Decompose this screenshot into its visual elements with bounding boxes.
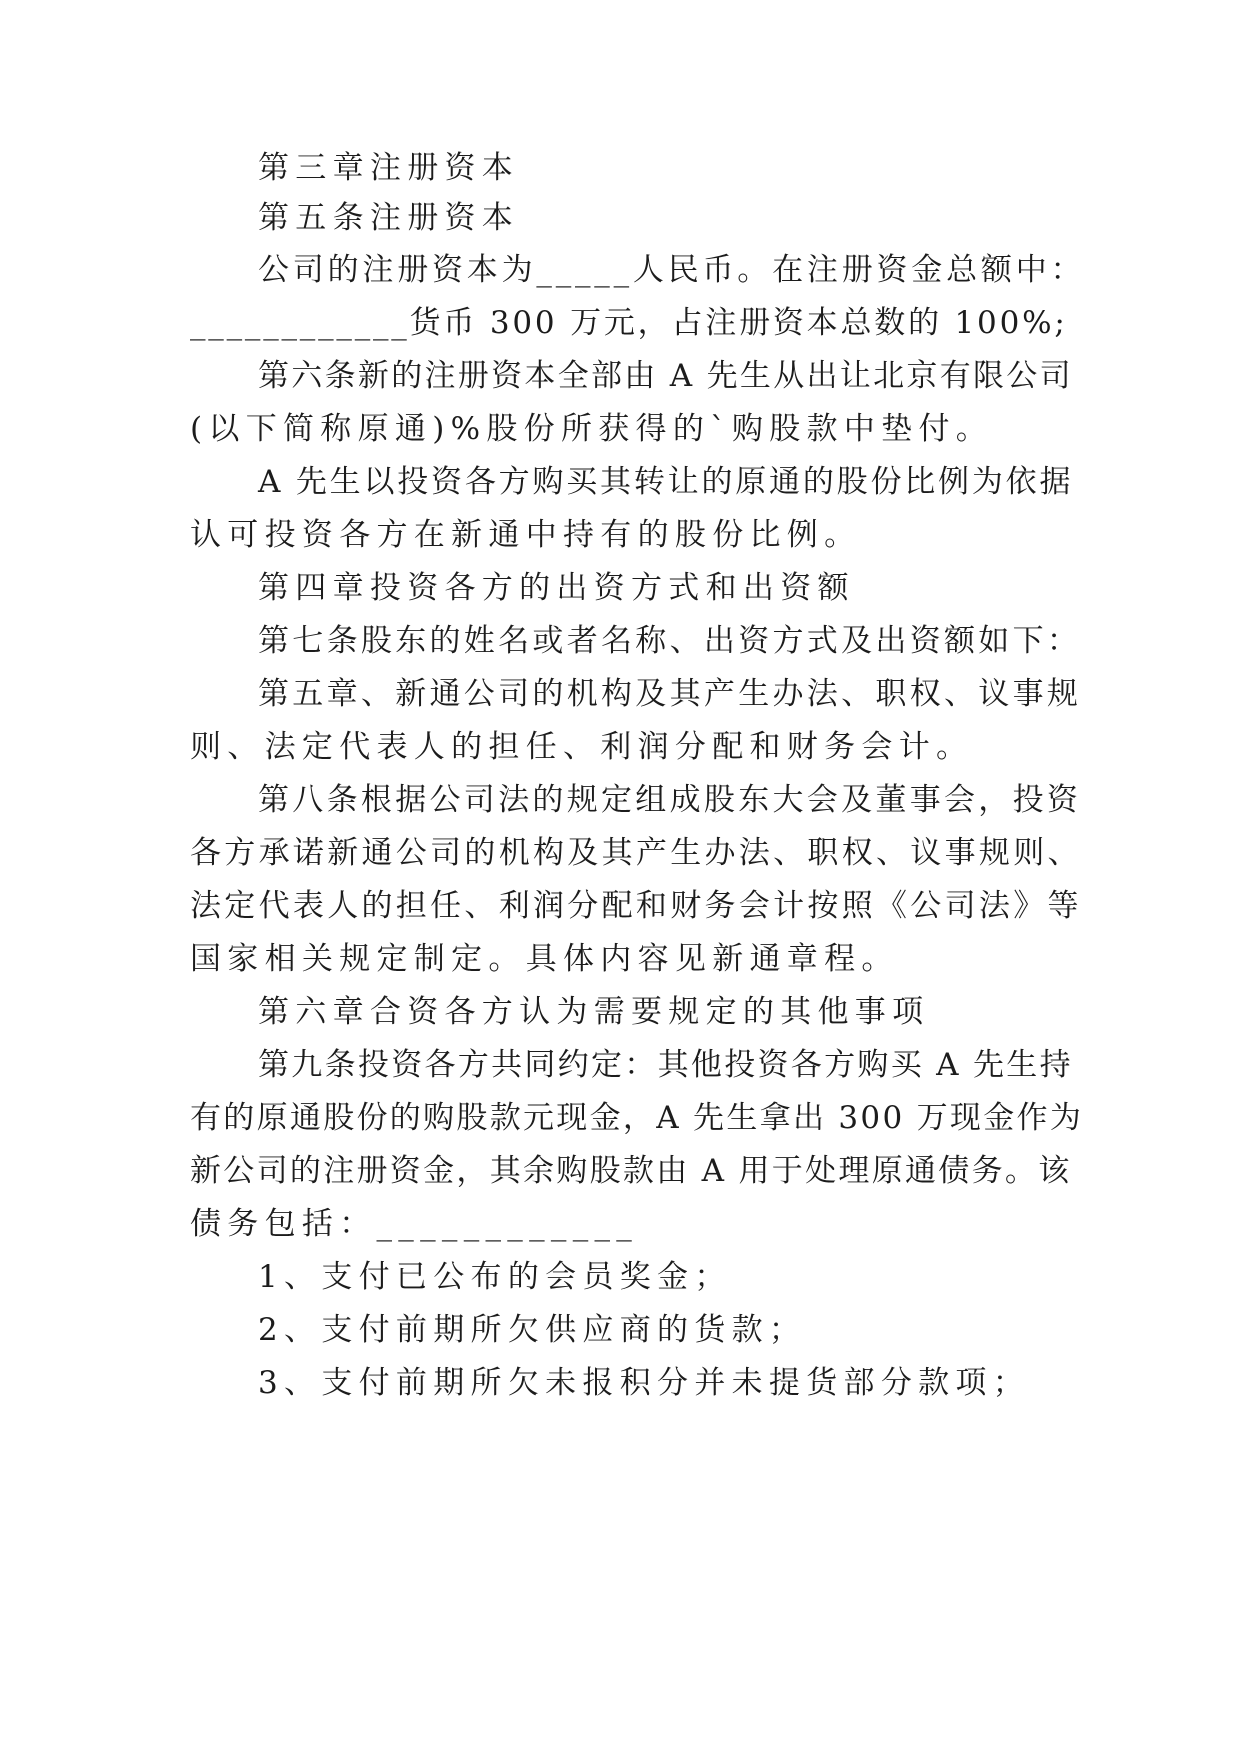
chapter-5-line-2: 则、法定代表人的担任、利润分配和财务会计。	[190, 729, 974, 765]
text-line-3: 公司的注册资本为_____人民币。在注册资金总额中：	[258, 252, 1086, 288]
article-8-line-3: 法定代表人的担任、利润分配和财务会计按照《公司法》等	[190, 888, 1082, 924]
text-line-8: 认可投资各方在新通中持有的股份比例。	[190, 517, 862, 553]
article-8-line-4: 国家相关规定制定。具体内容见新通章程。	[190, 941, 899, 977]
chapter-5-line-1: 第五章、新通公司的机构及其产生办法、职权、议事规	[258, 676, 1082, 712]
article-7-line: 第七条股东的姓名或者名称、出资方式及出资额如下：	[258, 623, 1082, 659]
chapter-6-heading: 第六章合资各方认为需要规定的其他事项	[258, 994, 930, 1030]
list-item-1: 1、支付已公布的会员奖金；	[258, 1259, 732, 1295]
article-6-line-1: 第六条新的注册资本全部由 A 先生从出让北京有限公司	[258, 358, 1073, 394]
text-line-7: A 先生以投资各方购买其转让的原通的股份比例为依据	[258, 464, 1074, 500]
article-9-line-3: 新公司的注册资金，其余购股款由 A 用于处理原通债务。该	[190, 1153, 1072, 1189]
article-9-line-2: 有的原通股份的购股款元现金，A 先生拿出 300 万现金作为	[190, 1100, 1084, 1136]
text-line-4: ____________货币 300 万元，占注册资本总数的 100%;	[190, 305, 1068, 341]
list-item-2: 2、支付前期所欠供应商的货款；	[258, 1312, 807, 1348]
list-item-3: 3、支付前期所欠未报积分并未提货部分款项；	[258, 1365, 1031, 1401]
article-8-line-2: 各方承诺新通公司的机构及其产生办法、职权、议事规则、	[190, 835, 1082, 871]
chapter-4-heading: 第四章投资各方的出资方式和出资额	[258, 570, 855, 606]
article-8-line-1: 第八条根据公司法的规定组成股东大会及董事会，投资	[258, 782, 1082, 818]
article-9-line-4: 债务包括：____________	[190, 1206, 639, 1242]
article-6-line-2: (以下简称原通)%股份所获得的`购股款中垫付。	[190, 411, 994, 447]
article-9-line-1: 第九条投资各方共同约定：其他投资各方购买 A 先生持	[258, 1047, 1073, 1083]
chapter-3-heading: 第三章注册资本	[258, 150, 520, 186]
article-5-heading: 第五条注册资本	[258, 200, 520, 236]
